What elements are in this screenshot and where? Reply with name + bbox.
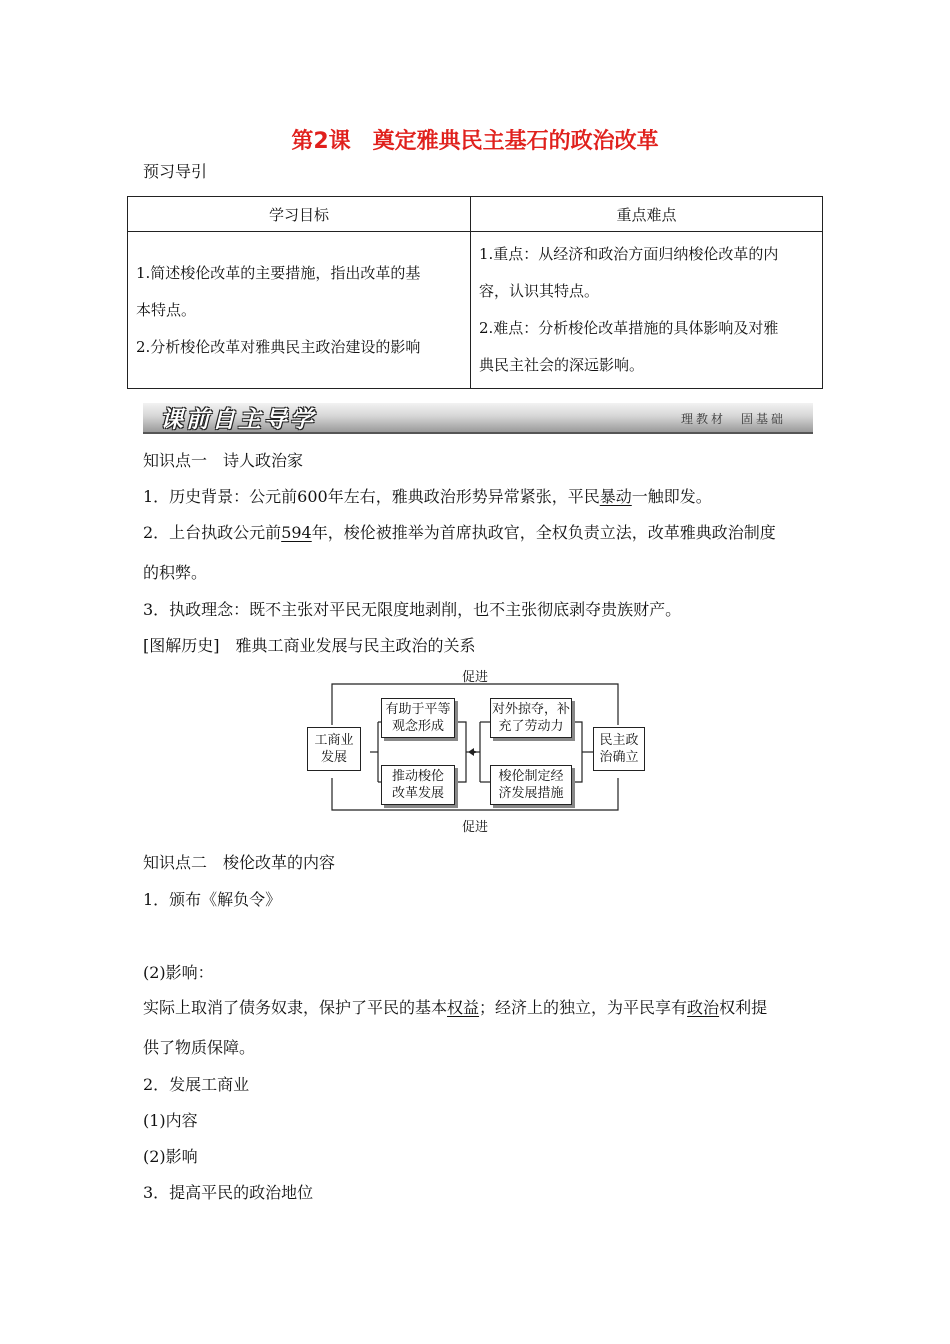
- box-equality-idea: 有助于平等 观念形成: [381, 698, 455, 738]
- keypoint-line: 2.难点：分析梭伦改革措施的具体影响及对雅: [479, 319, 779, 337]
- section2-item2: 2．发展工商业: [143, 1075, 250, 1094]
- box-democracy-established: 民主政 治确立: [593, 727, 645, 771]
- diagram-bottom-label: 促进: [462, 820, 489, 835]
- keypoint-line: 1.重点：从经济和政治方面归纳梭伦改革的内: [479, 245, 779, 263]
- section2-influence-label: (2)影响：: [143, 963, 214, 982]
- goal-line: 本特点。: [136, 300, 197, 319]
- section1-item2-cont: 的积弊。: [143, 563, 208, 582]
- section2-item1: 1．颁布《解负令》: [143, 890, 282, 909]
- banner-title: 课前自主导学: [160, 407, 316, 433]
- keypoints-cell: [471, 232, 823, 389]
- section1-heading: 知识点一 诗人政治家: [143, 451, 304, 470]
- section2-heading: 知识点二 梭伦改革的内容: [143, 853, 336, 872]
- figure-caption: [图解历史] 雅典工商业发展与民主政治的关系: [143, 636, 476, 655]
- section2-item3: 3．提高平民的政治地位: [143, 1183, 314, 1202]
- diagram-top-label: 促进: [462, 670, 489, 685]
- section1-item2: 2．上台执政公元前594年，梭伦被推举为首席执政官，全权负责立法，改革雅典政治制度: [143, 523, 776, 542]
- box-external-plunder: 对外掠夺，补 充了劳动力: [490, 698, 572, 738]
- section1-item3: 3．执政理念：既不主张对平民无限度地剥削，也不主张彻底剥夺贵族财产。: [143, 600, 682, 619]
- header-goals: 学习目标: [128, 197, 471, 232]
- section1-item1: 1．历史背景：公元前600年左右，雅典政治形势异常紧张，平民暴动一触即发。: [143, 487, 712, 506]
- goal-line: 2.分析梭伦改革对雅典民主政治建设的影响: [136, 337, 421, 356]
- preview-label: 预习导引: [143, 162, 208, 181]
- banner-subtitle: 理教材 固基础: [681, 412, 787, 426]
- page-title: 第2课 奠定雅典民主基石的政治改革: [291, 129, 659, 154]
- header-keypoints: 重点难点: [471, 197, 823, 232]
- box-solon-measures: 梭伦制定经 济发展措施: [490, 765, 572, 805]
- keypoint-line: 典民主社会的深远影响。: [479, 356, 645, 374]
- preview-table: [127, 196, 823, 389]
- goals-cell: [128, 232, 471, 389]
- section2-influence-cont: 供了物质保障。: [143, 1038, 256, 1057]
- section2-item2-content: (1)内容: [143, 1111, 198, 1130]
- keypoint-line: 容，认识其特点。: [479, 282, 600, 300]
- section2-item2-influence: (2)影响: [143, 1147, 198, 1166]
- box-commerce-development: 工商业 发展: [307, 727, 361, 771]
- box-promote-reform: 推动梭伦 改革发展: [381, 765, 455, 805]
- goal-line: 1.简述梭伦改革的主要措施，指出改革的基: [136, 263, 421, 282]
- section2-influence: 实际上取消了债务奴隶，保护了平民的基本权益；经济上的独立，为平民享有政治权利提: [143, 998, 768, 1017]
